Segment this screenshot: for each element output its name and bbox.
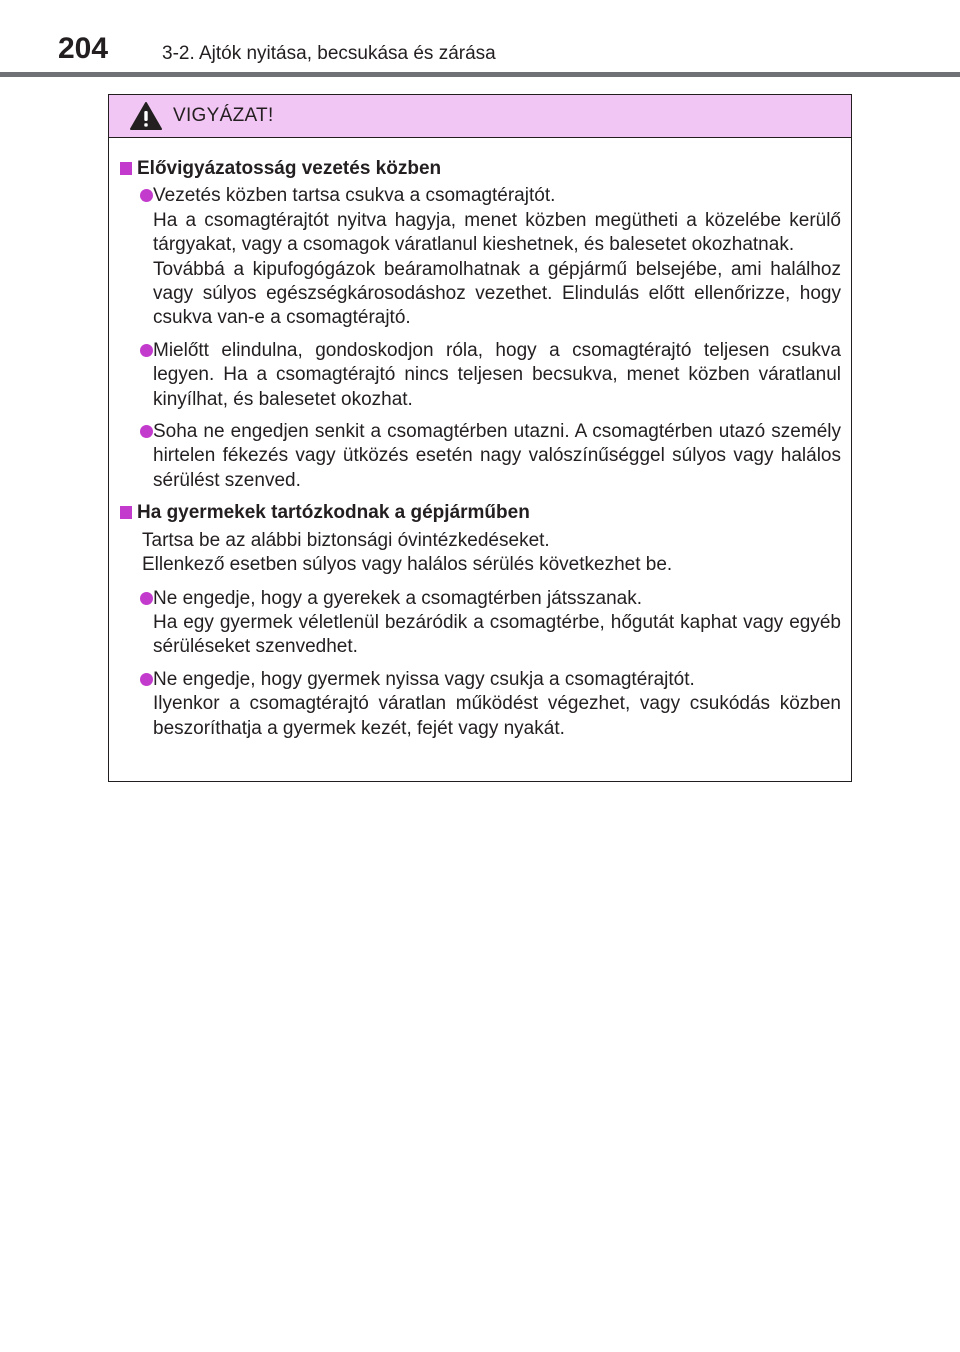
intro-text: Ellenkező esetben súlyos vagy halálos sérülés következhet be.	[142, 554, 673, 576]
square-bullet-icon	[120, 506, 132, 519]
round-bullet-icon	[140, 673, 153, 686]
caution-box	[108, 94, 852, 782]
list-item-text: Soha ne engedjen senkit a csomagtérben utazni. A csomagtérben utazó személy hirtelen fékezés vagy ütközés esetén nagy valószínűséggel súlyos vagy halálos sérülést szenved.	[153, 421, 841, 491]
caution-body	[109, 138, 851, 741]
list-item-text: Ha egy gyermek véletlenül bezáródik a csomagtérbe, hőgutát kaphat vagy egyéb sérüléseket szenvedhet.	[153, 611, 841, 658]
list-item	[119, 668, 841, 741]
warning-triangle-icon	[129, 101, 163, 131]
list-item	[119, 184, 841, 330]
page-header	[0, 0, 960, 78]
section-heading-children	[119, 501, 841, 525]
section-title: 3-2. Ajtók nyitása, becsukása és zárása	[162, 43, 496, 64]
section-heading-text: Elővigyázatosság vezetés közben	[137, 158, 442, 179]
section-intro	[119, 529, 841, 578]
list-item-text: Mielőtt elindulna, gondoskodjon róla, hogy a csomagtérajtó teljesen csukva legyen. Ha a csomagtérajtó nincs teljesen becsukva, menet közben váratlanul kinyílhat, és balesetet okozhat.	[153, 339, 841, 410]
caution-label: VIGYÁZAT!	[173, 105, 274, 126]
list-item-text: Ne engedje, hogy gyermek nyissa vagy csukja a csomagtérajtót.	[153, 668, 695, 690]
list-item-text: Ne engedje, hogy a gyerekek a csomagtérben játsszanak.	[153, 587, 643, 609]
list-item	[119, 339, 841, 412]
round-bullet-icon	[140, 425, 153, 438]
list-item-text: Vezetés közben tartsa csukva a csomagtérajtót.	[153, 185, 556, 207]
caution-header	[109, 95, 851, 138]
round-bullet-icon	[140, 344, 153, 357]
list-item-text: Ha a csomagtérajtót nyitva hagyja, menet közben megütheti a közelébe kerülő tárgyakat, vagy a csomagok váratlanul kieshetnek, és balesetet okozhatnak.	[153, 209, 841, 256]
section-heading-text: Ha gyermekek tartózkodnak a gépjárműben	[137, 502, 530, 524]
list-item-text: Továbbá a kipufogógázok beáramolhatnak a gépjármű belsejébe, ami halálhoz vagy súlyos egészségkárosodáshoz vezethet. Elindulás előtt ellenőrizze, hogy csukva van-e a csomagtérajtó.	[153, 258, 841, 329]
list-item	[119, 420, 841, 493]
list-item	[119, 587, 841, 660]
square-bullet-icon	[120, 162, 132, 175]
section-heading-driving	[119, 157, 841, 181]
list-item-text: Ilyenkor a csomagtérajtó váratlan működést végezhet, vagy csukódás közben beszoríthatja a gyermek kezét, fejét vagy nyakát.	[153, 693, 841, 739]
intro-text: Tartsa be az alábbi biztonsági óvintézkedéseket.	[142, 529, 550, 551]
round-bullet-icon	[140, 592, 153, 605]
page-number: 204	[58, 32, 109, 65]
round-bullet-icon	[140, 189, 153, 202]
header-rule	[0, 72, 960, 77]
